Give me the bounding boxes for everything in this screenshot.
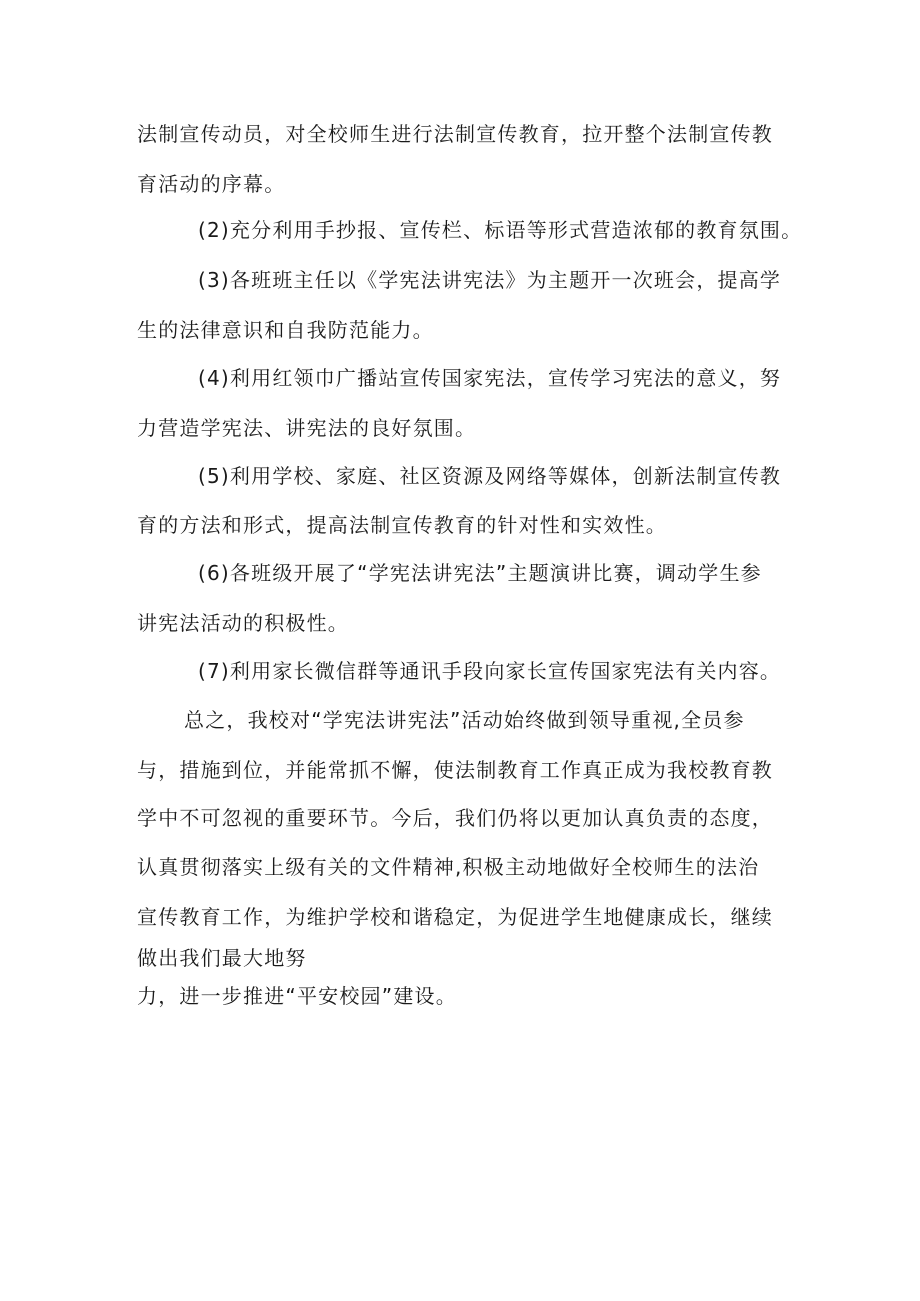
text-line: 认真贯彻落实上级有关的文件精神,积极主动地做好全校师生的法治 <box>137 855 760 879</box>
text-line: 育活动的序幕。 <box>137 172 286 196</box>
text-line: (2)充分利用手抄报、宣传栏、标语等形式营造浓郁的教育氛围。 <box>198 218 803 242</box>
text-line: (6)各班级开展了“学宪法讲宪法”主题演讲比赛，调动学生参 <box>198 561 762 585</box>
text-line: 法制宣传动员，对全校师生进行法制宣传教育，拉开整个法制宣传教 <box>137 122 773 146</box>
text-line: 总之，我校对“学宪法讲宪法”活动始终做到领导重视,全员参 <box>184 708 745 732</box>
text-line: 学中不可忽视的重要环节。今后，我们仍将以更加认真负责的态度， <box>137 806 773 830</box>
text-line: 与，措施到位，并能常抓不懈，使法制教育工作真正成为我校教育教 <box>137 758 773 782</box>
text-line: 生的法律意识和自我防范能力。 <box>137 318 434 342</box>
text-line: 宣传教育工作，为维护学校和谐稳定，为促进学生地健康成长，继续 <box>137 905 773 929</box>
text-line: 育的方法和形式，提高法制宣传教育的针对性和实效性。 <box>137 513 667 537</box>
text-line: (5)利用学校、家庭、社区资源及网络等媒体，创新法制宣传教 <box>198 464 782 488</box>
text-line: (4)利用红领巾广播站宣传国家宪法，宣传学习宪法的意义，努 <box>198 366 782 390</box>
text-line: 力营造学宪法、讲宪法的良好氛围。 <box>137 416 477 440</box>
text-line: 力，进一步推进“平安校园”建设。 <box>137 984 457 1008</box>
text-line: 讲宪法活动的积极性。 <box>137 611 349 635</box>
text-line: 做出我们最大地努 <box>137 946 307 970</box>
text-line: (3)各班班主任以《学宪法讲宪法》为主题开一次班会，提高学 <box>198 268 782 292</box>
text-line: (7)利用家长微信群等通讯手段向家长宣传国家宪法有关内容。 <box>198 659 782 683</box>
